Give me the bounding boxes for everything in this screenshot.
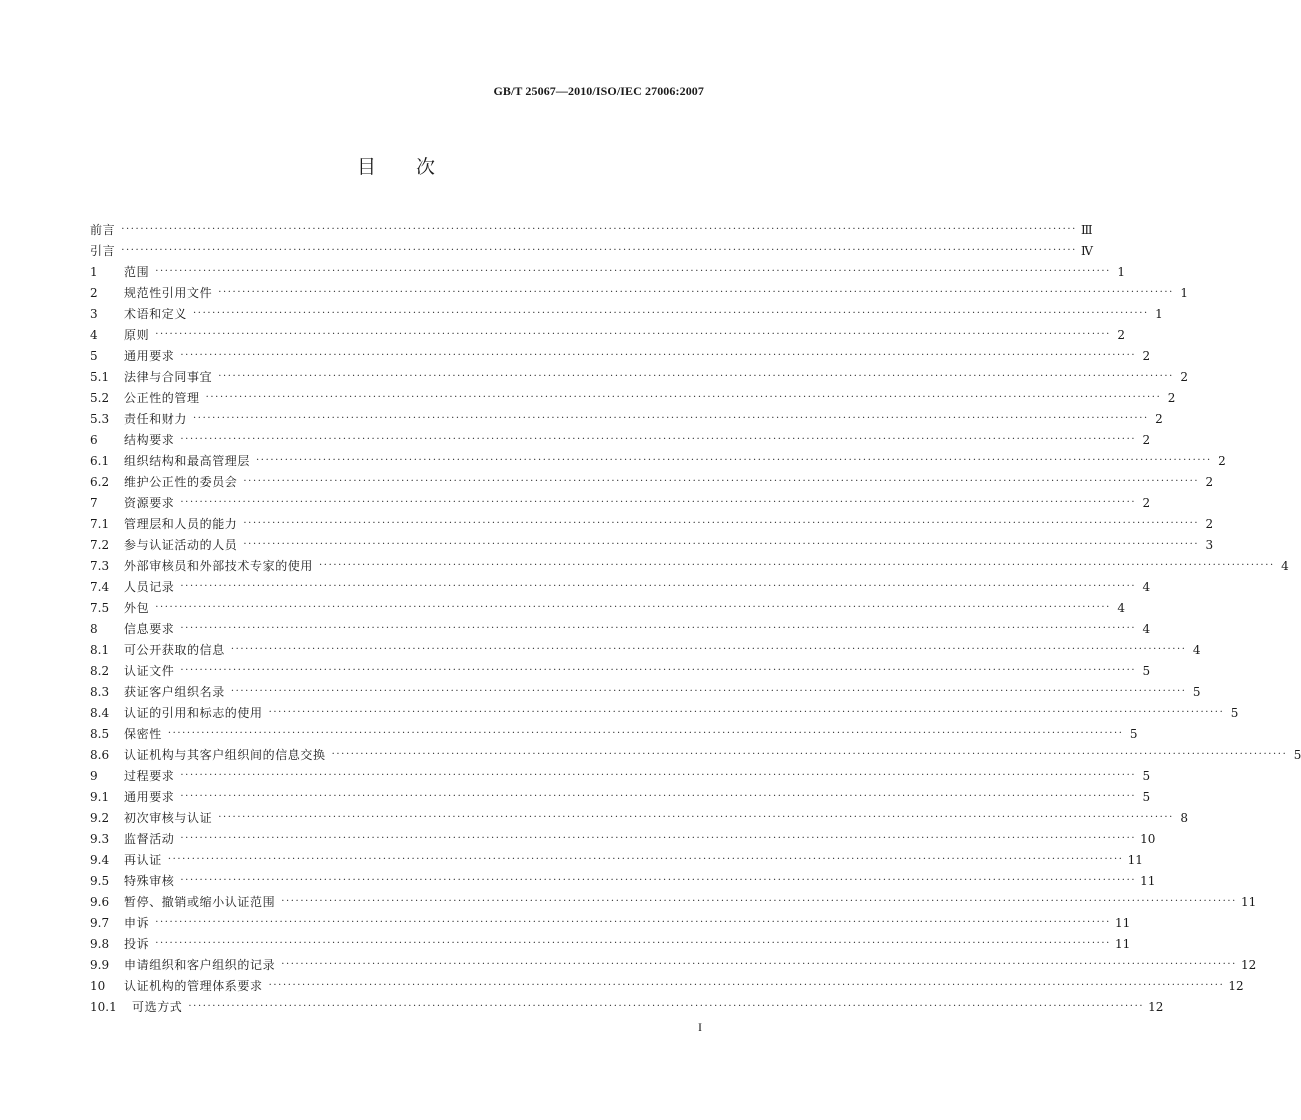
toc-entry-label: 获证客户组织名录 (124, 685, 225, 699)
toc-entry-label: 可公开获取的信息 (124, 643, 225, 657)
toc-entry-number: 8.6 (90, 747, 110, 762)
toc-entry-number: 5.2 (90, 390, 110, 405)
toc-entry[interactable] (90, 849, 1143, 870)
toc-entry[interactable] (90, 450, 1226, 471)
toc-leader-dots: ········································································································································································································ (155, 329, 1111, 340)
toc-entry[interactable] (90, 870, 1156, 891)
toc-entry[interactable] (90, 597, 1125, 618)
toc-entry[interactable] (90, 891, 1257, 912)
toc-entry-page: 2 (1142, 495, 1151, 510)
toc-entry-label: 资源要求 (124, 496, 175, 510)
toc-entry-page: 2 (1205, 474, 1214, 489)
toc-entry-page: 4 (1142, 621, 1151, 636)
toc-entry-page: 2 (1142, 432, 1151, 447)
toc-entry-label: 管理层和人员的能力 (124, 517, 238, 531)
toc-entry-label: 认证文件 (124, 664, 175, 678)
toc-entry[interactable] (90, 303, 1163, 324)
toc-leader-dots: ········································································································································································································ (155, 917, 1111, 928)
toc-entry-number: 9.4 (90, 852, 110, 867)
toc-entry[interactable] (90, 429, 1151, 450)
toc-entry-label: 特殊审核 (124, 874, 175, 888)
toc-entry-number: 9.2 (90, 810, 110, 825)
toc-entry-label: 暂停、撤销或缩小认证范围 (124, 895, 276, 909)
toc-entry-page: Ⅳ (1080, 243, 1093, 258)
toc-entry-page: 2 (1218, 453, 1226, 468)
document-code-header: GB/T 25067—2010/ISO/IEC 27006:2007 (493, 84, 704, 98)
toc-entry[interactable] (90, 282, 1188, 303)
toc-leader-dots: ········································································································································································································ (180, 791, 1137, 802)
toc-entry-page: 2 (1142, 348, 1151, 363)
toc-entry-label: 通用要求 (124, 349, 175, 363)
toc-entry-number: 1 (90, 264, 98, 279)
toc-entry-page: 2 (1205, 516, 1214, 531)
toc-entry-label: 范围 (124, 265, 150, 279)
page-number: I (698, 1020, 702, 1034)
toc-entry-page: Ⅲ (1080, 222, 1093, 237)
toc-entry-page: 1 (1117, 264, 1125, 279)
toc-entry[interactable] (90, 639, 1201, 660)
toc-entry-page: 5 (1129, 726, 1138, 741)
toc-entry-page: 5 (1142, 789, 1151, 804)
toc-entry-page: 12 (1228, 978, 1244, 993)
toc-leader-dots: ········································································································································································································ (180, 623, 1137, 634)
toc-entry[interactable] (90, 618, 1151, 639)
toc-entry-page: 3 (1205, 537, 1214, 552)
toc-entry-page: 11 (1114, 936, 1131, 951)
toc-entry-label: 初次审核与认证 (124, 811, 213, 825)
toc-entry-number: 6.1 (90, 453, 110, 468)
toc-leader-dots: ········································································································································································································ (167, 728, 1124, 739)
toc-leader-dots: ········································································································································································································ (243, 476, 1200, 487)
toc-leader-dots: ········································································································································································································ (193, 308, 1149, 319)
toc-entry-number: 6.2 (90, 474, 110, 489)
toc-leader-dots: ········································································································································································································ (180, 770, 1137, 781)
toc-entry[interactable] (90, 366, 1188, 387)
toc-entry-number: 8.3 (90, 684, 110, 699)
toc-entry[interactable] (90, 261, 1125, 282)
toc-entry-label: 信息要求 (124, 622, 175, 636)
toc-entry-number: 5.3 (90, 411, 110, 426)
toc-entry-number: 9 (90, 768, 98, 783)
toc-entry-number: 9.7 (90, 915, 110, 930)
toc-entry-page: 4 (1281, 558, 1289, 573)
toc-entry-label: 申请组织和客户组织的记录 (124, 958, 276, 972)
toc-entry[interactable] (90, 219, 1093, 240)
toc-entry-number: 9.3 (90, 831, 110, 846)
toc-leader-dots: ········································································································································································································ (180, 350, 1137, 361)
toc-entry-page: 8 (1180, 810, 1188, 825)
toc-entry-number: 2 (90, 285, 98, 300)
toc-entry-number: 8.1 (90, 642, 110, 657)
toc-entry-page: 4 (1117, 600, 1125, 615)
toc-entry-page: 2 (1167, 390, 1176, 405)
toc-entry-page: 1 (1155, 306, 1163, 321)
toc-entry-label: 结构要求 (124, 433, 175, 447)
toc-entry-page: 5 (1142, 663, 1151, 678)
toc-entry-page: 10 (1140, 831, 1156, 846)
toc-leader-dots: ········································································································································································································ (230, 644, 1187, 655)
toc-entry-label: 公正性的管理 (124, 391, 200, 405)
toc-entry[interactable] (90, 996, 1164, 1017)
toc-entry-label: 规范性引用文件 (124, 286, 213, 300)
toc-leader-dots: ········································································································································································································ (155, 938, 1111, 949)
toc-leader-dots: ········································································································································································································ (180, 434, 1137, 445)
toc-entry-number: 9.5 (90, 873, 110, 888)
toc-entry[interactable] (90, 534, 1214, 555)
toc-entry-number: 7 (90, 495, 98, 510)
toc-leader-dots: ········································································································································································································ (281, 959, 1237, 970)
page-title: 目次 (356, 156, 475, 178)
toc-entry-label: 再认证 (124, 853, 162, 867)
toc-entry[interactable] (90, 660, 1151, 681)
toc-leader-dots: ········································································································································································································ (243, 539, 1200, 550)
toc-leader-dots: ········································································································································································································ (193, 413, 1149, 424)
toc-entry[interactable] (90, 933, 1131, 954)
toc-entry[interactable] (90, 744, 1301, 765)
toc-entry-number: 7.2 (90, 537, 110, 552)
table-of-contents (90, 219, 1301, 1017)
toc-leader-dots: ········································································································································································································ (319, 560, 1275, 571)
toc-entry-number: 7.3 (90, 558, 110, 573)
toc-entry[interactable] (90, 807, 1188, 828)
toc-entry-page: 5 (1230, 705, 1239, 720)
toc-leader-dots: ········································································································································································································ (155, 602, 1111, 613)
toc-entry-page: 2 (1180, 369, 1188, 384)
toc-entry-page: 2 (1117, 327, 1125, 342)
toc-entry-number: 7.5 (90, 600, 110, 615)
toc-entry-label: 前言 (90, 223, 116, 237)
toc-entry[interactable] (90, 471, 1214, 492)
toc-entry[interactable] (90, 912, 1131, 933)
toc-entry[interactable] (90, 408, 1163, 429)
toc-leader-dots: ········································································································································································································ (218, 287, 1174, 298)
toc-leader-dots: ········································································································································································································ (331, 749, 1288, 760)
toc-entry[interactable] (90, 723, 1138, 744)
toc-leader-dots: ········································································································································································································ (180, 833, 1137, 844)
toc-entry-page: 11 (1140, 873, 1156, 888)
toc-entry-number: 10 (90, 978, 106, 993)
toc-entry-label: 认证的引用和标志的使用 (124, 706, 263, 720)
toc-entry-number: 8.2 (90, 663, 110, 678)
toc-leader-dots: ········································································································································································································ (218, 371, 1174, 382)
toc-entry-label: 申诉 (124, 916, 150, 930)
toc-entry-number: 4 (90, 327, 98, 342)
toc-entry-label: 引言 (90, 244, 116, 258)
toc-entry-page: 2 (1155, 411, 1163, 426)
toc-entry-label: 投诉 (124, 937, 150, 951)
toc-entry-page: 5 (1142, 768, 1151, 783)
toc-entry[interactable] (90, 513, 1214, 534)
toc-entry-number: 9.6 (90, 894, 110, 909)
toc-entry-number: 10.1 (90, 999, 117, 1014)
toc-entry[interactable] (90, 786, 1151, 807)
toc-entry[interactable] (90, 387, 1176, 408)
toc-entry-page: 1 (1180, 285, 1188, 300)
toc-entry[interactable] (90, 765, 1151, 786)
toc-entry-number: 9.9 (90, 957, 110, 972)
toc-entry-number: 6 (90, 432, 98, 447)
toc-entry[interactable] (90, 954, 1257, 975)
toc-leader-dots: ········································································································································································································ (180, 665, 1137, 676)
toc-entry-number: 7.4 (90, 579, 110, 594)
toc-entry-number: 9.1 (90, 789, 110, 804)
toc-leader-dots: ········································································································································································································ (230, 686, 1187, 697)
toc-entry-page: 5 (1192, 684, 1201, 699)
toc-entry-label: 认证机构与其客户组织间的信息交换 (124, 748, 326, 762)
toc-leader-dots: ········································································································································································································ (121, 224, 1077, 235)
toc-leader-dots: ········································································································································································································ (167, 854, 1124, 865)
toc-entry-number: 8 (90, 621, 98, 636)
toc-entry[interactable] (90, 702, 1239, 723)
toc-entry-label: 维护公正性的委员会 (124, 475, 238, 489)
toc-entry-page: 11 (1127, 852, 1143, 867)
toc-entry-label: 外包 (124, 601, 150, 615)
toc-entry-label: 责任和财力 (124, 412, 188, 426)
toc-leader-dots: ········································································································································································································ (180, 497, 1137, 508)
toc-entry-label: 通用要求 (124, 790, 175, 804)
toc-leader-dots: ········································································································································································································ (268, 707, 1225, 718)
toc-leader-dots: ········································································································································································································ (180, 581, 1137, 592)
toc-entry-number: 5 (90, 348, 98, 363)
toc-entry-number: 7.1 (90, 516, 110, 531)
toc-leader-dots: ········································································································································································································ (281, 896, 1237, 907)
toc-entry-label: 法律与合同事宜 (124, 370, 213, 384)
toc-entry-page: 4 (1142, 579, 1151, 594)
toc-entry-label: 保密性 (124, 727, 162, 741)
toc-entry-label: 可选方式 (132, 1000, 183, 1014)
toc-leader-dots: ········································································································································································································ (205, 392, 1162, 403)
toc-entry[interactable] (90, 492, 1151, 513)
toc-entry[interactable] (90, 240, 1093, 261)
toc-entry-label: 认证机构的管理体系要求 (124, 979, 263, 993)
toc-entry[interactable] (90, 576, 1151, 597)
toc-entry-number: 8.5 (90, 726, 110, 741)
toc-entry[interactable] (90, 324, 1125, 345)
toc-entry-number: 9.8 (90, 936, 110, 951)
toc-entry-page: 4 (1192, 642, 1201, 657)
toc-entry[interactable] (90, 681, 1201, 702)
toc-leader-dots: ········································································································································································································ (218, 812, 1174, 823)
toc-entry-label: 原则 (124, 328, 150, 342)
toc-entry-number: 8.4 (90, 705, 110, 720)
toc-entry-number: 3 (90, 306, 98, 321)
toc-entry-page: 11 (1240, 894, 1257, 909)
toc-leader-dots: ········································································································································································································ (256, 455, 1212, 466)
toc-entry-label: 人员记录 (124, 580, 175, 594)
toc-leader-dots: ········································································································································································································ (243, 518, 1200, 529)
toc-entry[interactable] (90, 555, 1289, 576)
toc-entry-label: 组织结构和最高管理层 (124, 454, 251, 468)
toc-entry-page: 11 (1114, 915, 1131, 930)
toc-entry-number: 5.1 (90, 369, 110, 384)
toc-entry-page: 12 (1240, 957, 1257, 972)
toc-leader-dots: ········································································································································································································ (180, 875, 1137, 886)
toc-leader-dots: ········································································································································································································ (121, 245, 1077, 256)
toc-entry[interactable] (90, 828, 1156, 849)
toc-entry-page: 12 (1148, 999, 1164, 1014)
toc-leader-dots: ········································································································································································································ (155, 266, 1111, 277)
toc-entry-label: 术语和定义 (124, 307, 188, 321)
toc-entry-label: 参与认证活动的人员 (124, 538, 238, 552)
toc-entry-label: 外部审核员和外部技术专家的使用 (124, 559, 314, 573)
toc-entry-label: 监督活动 (124, 832, 175, 846)
toc-leader-dots: ········································································································································································································ (268, 980, 1225, 991)
toc-entry[interactable] (90, 975, 1244, 996)
toc-entry[interactable] (90, 345, 1151, 366)
toc-entry-page: 5 (1293, 747, 1301, 762)
toc-leader-dots: ········································································································································································································ (188, 1001, 1145, 1012)
toc-entry-label: 过程要求 (124, 769, 175, 783)
